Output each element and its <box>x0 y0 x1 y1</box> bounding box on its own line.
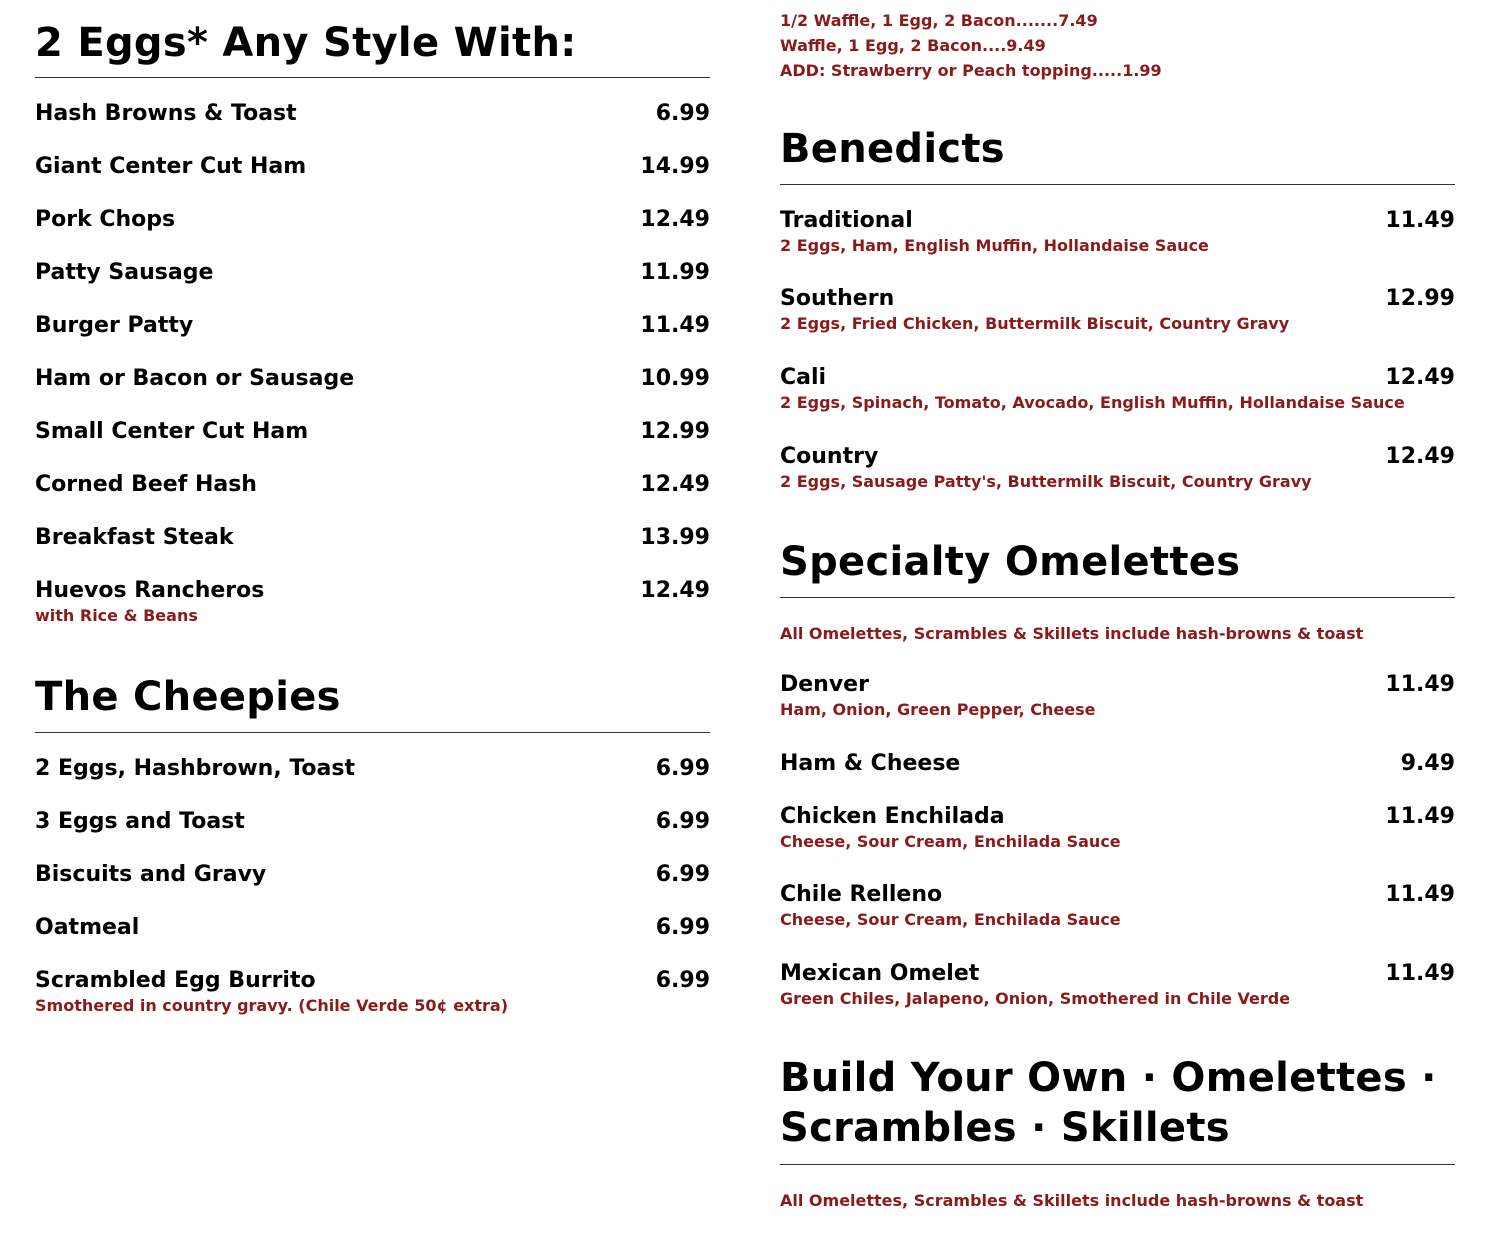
item-description: 2 Eggs, Sausage Patty's, Buttermilk Biscuit, Country Gravy <box>780 472 1312 491</box>
item-description: 2 Eggs, Fried Chicken, Buttermilk Biscuit, Country Gravy <box>780 314 1290 333</box>
section-title: The Cheepies <box>35 674 341 720</box>
item-price: 11.49 <box>1385 208 1455 233</box>
item-name: Pork Chops <box>35 207 176 232</box>
menu-item <box>35 861 710 889</box>
menu-item <box>780 803 1455 853</box>
item-description: 2 Eggs, Ham, English Muffin, Hollandaise Sauce <box>780 236 1209 255</box>
item-price: 14.99 <box>640 154 710 179</box>
menu-item <box>35 755 710 783</box>
item-price: 6.99 <box>655 915 710 940</box>
item-name: Traditional <box>780 208 913 233</box>
item-price: 6.99 <box>655 756 710 781</box>
item-name: Huevos Rancheros <box>35 578 265 603</box>
menu-item <box>780 364 1455 414</box>
waffle-line <box>780 58 1455 83</box>
item-name: Oatmeal <box>35 915 140 940</box>
waffle-line-price: 7.49 <box>1058 11 1098 30</box>
waffle-line-text: ADD: Strawberry or Peach topping..... <box>780 61 1123 80</box>
menu-item <box>35 914 710 942</box>
section-eggs <box>35 18 710 68</box>
item-price: 6.99 <box>655 862 710 887</box>
item-price: 11.49 <box>640 313 710 338</box>
item-price: 6.99 <box>655 101 710 126</box>
item-price: 11.49 <box>1385 961 1455 986</box>
item-price: 12.49 <box>640 472 710 497</box>
menu-item <box>35 206 710 234</box>
section-title: Specialty Omelettes <box>780 539 1241 585</box>
menu-item <box>35 312 710 340</box>
menu-item <box>35 153 710 181</box>
section-benedicts <box>780 124 1455 174</box>
item-price: 9.49 <box>1400 751 1455 776</box>
waffle-lines <box>780 8 1455 83</box>
waffle-line <box>780 8 1455 33</box>
item-description: Cheese, Sour Cream, Enchilada Sauce <box>780 910 1121 929</box>
menu-item <box>35 471 710 499</box>
item-name: Scrambled Egg Burrito <box>35 968 316 993</box>
item-price: 11.99 <box>640 260 710 285</box>
item-price: 6.99 <box>655 809 710 834</box>
menu-item <box>35 259 710 287</box>
item-name: Breakfast Steak <box>35 525 234 550</box>
section-divider <box>35 77 710 78</box>
menu-item <box>780 207 1455 257</box>
item-description: Cheese, Sour Cream, Enchilada Sauce <box>780 832 1121 851</box>
item-price: 11.49 <box>1385 804 1455 829</box>
menu-item <box>780 671 1455 721</box>
item-description: Smothered in country gravy. (Chile Verde 50¢ extra) <box>35 996 509 1015</box>
item-description: Green Chiles, Jalapeno, Onion, Smothered in Chile Verde <box>780 989 1291 1008</box>
item-name: Burger Patty <box>35 313 194 338</box>
item-name: Giant Center Cut Ham <box>35 154 307 179</box>
section-cheepies <box>35 672 710 722</box>
item-name: Corned Beef Hash <box>35 472 257 497</box>
item-name: Mexican Omelet <box>780 961 980 986</box>
menu-item <box>35 967 710 1017</box>
menu-item <box>35 524 710 552</box>
item-name: 3 Eggs and Toast <box>35 809 245 834</box>
menu-item <box>780 285 1455 335</box>
section-title: Benedicts <box>780 126 1005 172</box>
menu-item <box>780 750 1455 778</box>
item-description: Ham, Onion, Green Pepper, Cheese <box>780 700 1096 719</box>
section-note: All Omelettes, Scrambles & Skillets include hash-browns & toast <box>780 1191 1364 1210</box>
item-name: Patty Sausage <box>35 260 214 285</box>
item-name: Country <box>780 444 879 469</box>
section-omelettes <box>780 537 1455 587</box>
item-name: Biscuits and Gravy <box>35 862 267 887</box>
item-name: Denver <box>780 672 869 697</box>
waffle-line-text: Waffle, 1 Egg, 2 Bacon.... <box>780 36 1007 55</box>
section-divider <box>780 1164 1455 1165</box>
section-divider <box>780 597 1455 598</box>
item-name: Chicken Enchilada <box>780 804 1005 829</box>
item-name: Ham & Cheese <box>780 751 961 776</box>
item-price: 11.49 <box>1385 672 1455 697</box>
waffle-line-text: 1/2 Waffle, 1 Egg, 2 Bacon....... <box>780 11 1059 30</box>
item-price: 12.99 <box>640 419 710 444</box>
item-name: Southern <box>780 286 895 311</box>
section-note: All Omelettes, Scrambles & Skillets include hash-browns & toast <box>780 624 1364 643</box>
waffle-line-price: 9.49 <box>1006 36 1046 55</box>
menu-item <box>35 365 710 393</box>
item-name: Hash Browns & Toast <box>35 101 297 126</box>
section-divider <box>780 184 1455 185</box>
item-price: 12.99 <box>1385 286 1455 311</box>
menu-item <box>780 881 1455 931</box>
item-price: 12.49 <box>1385 365 1455 390</box>
item-price: 6.99 <box>655 968 710 993</box>
item-name: Small Center Cut Ham <box>35 419 309 444</box>
section-title: 2 Eggs* Any Style With: <box>35 20 577 66</box>
item-price: 12.49 <box>1385 444 1455 469</box>
item-price: 12.49 <box>640 578 710 603</box>
menu-item <box>35 100 710 128</box>
item-description: with Rice & Beans <box>35 606 198 625</box>
menu-item <box>35 808 710 836</box>
menu-item <box>780 960 1455 1010</box>
menu-item <box>780 443 1455 493</box>
item-name: Ham or Bacon or Sausage <box>35 366 355 391</box>
item-name: Chile Relleno <box>780 882 943 907</box>
item-name: Cali <box>780 365 827 390</box>
waffle-line <box>780 33 1455 58</box>
waffle-line-price: 1.99 <box>1122 61 1162 80</box>
menu-item <box>35 577 710 627</box>
item-description: 2 Eggs, Spinach, Tomato, Avocado, English Muffin, Hollandaise Sauce <box>780 393 1405 412</box>
section-title-line-1: Build Your Own · Omelettes · <box>780 1055 1437 1101</box>
item-price: 11.49 <box>1385 882 1455 907</box>
item-price: 13.99 <box>640 525 710 550</box>
item-price: 10.99 <box>640 366 710 391</box>
section-divider <box>35 732 710 733</box>
item-name: 2 Eggs, Hashbrown, Toast <box>35 756 355 781</box>
section-title-line-2: Scrambles · Skillets <box>780 1105 1230 1151</box>
menu-item <box>35 418 710 446</box>
item-price: 12.49 <box>640 207 710 232</box>
section-build-your-own <box>780 1053 1455 1153</box>
